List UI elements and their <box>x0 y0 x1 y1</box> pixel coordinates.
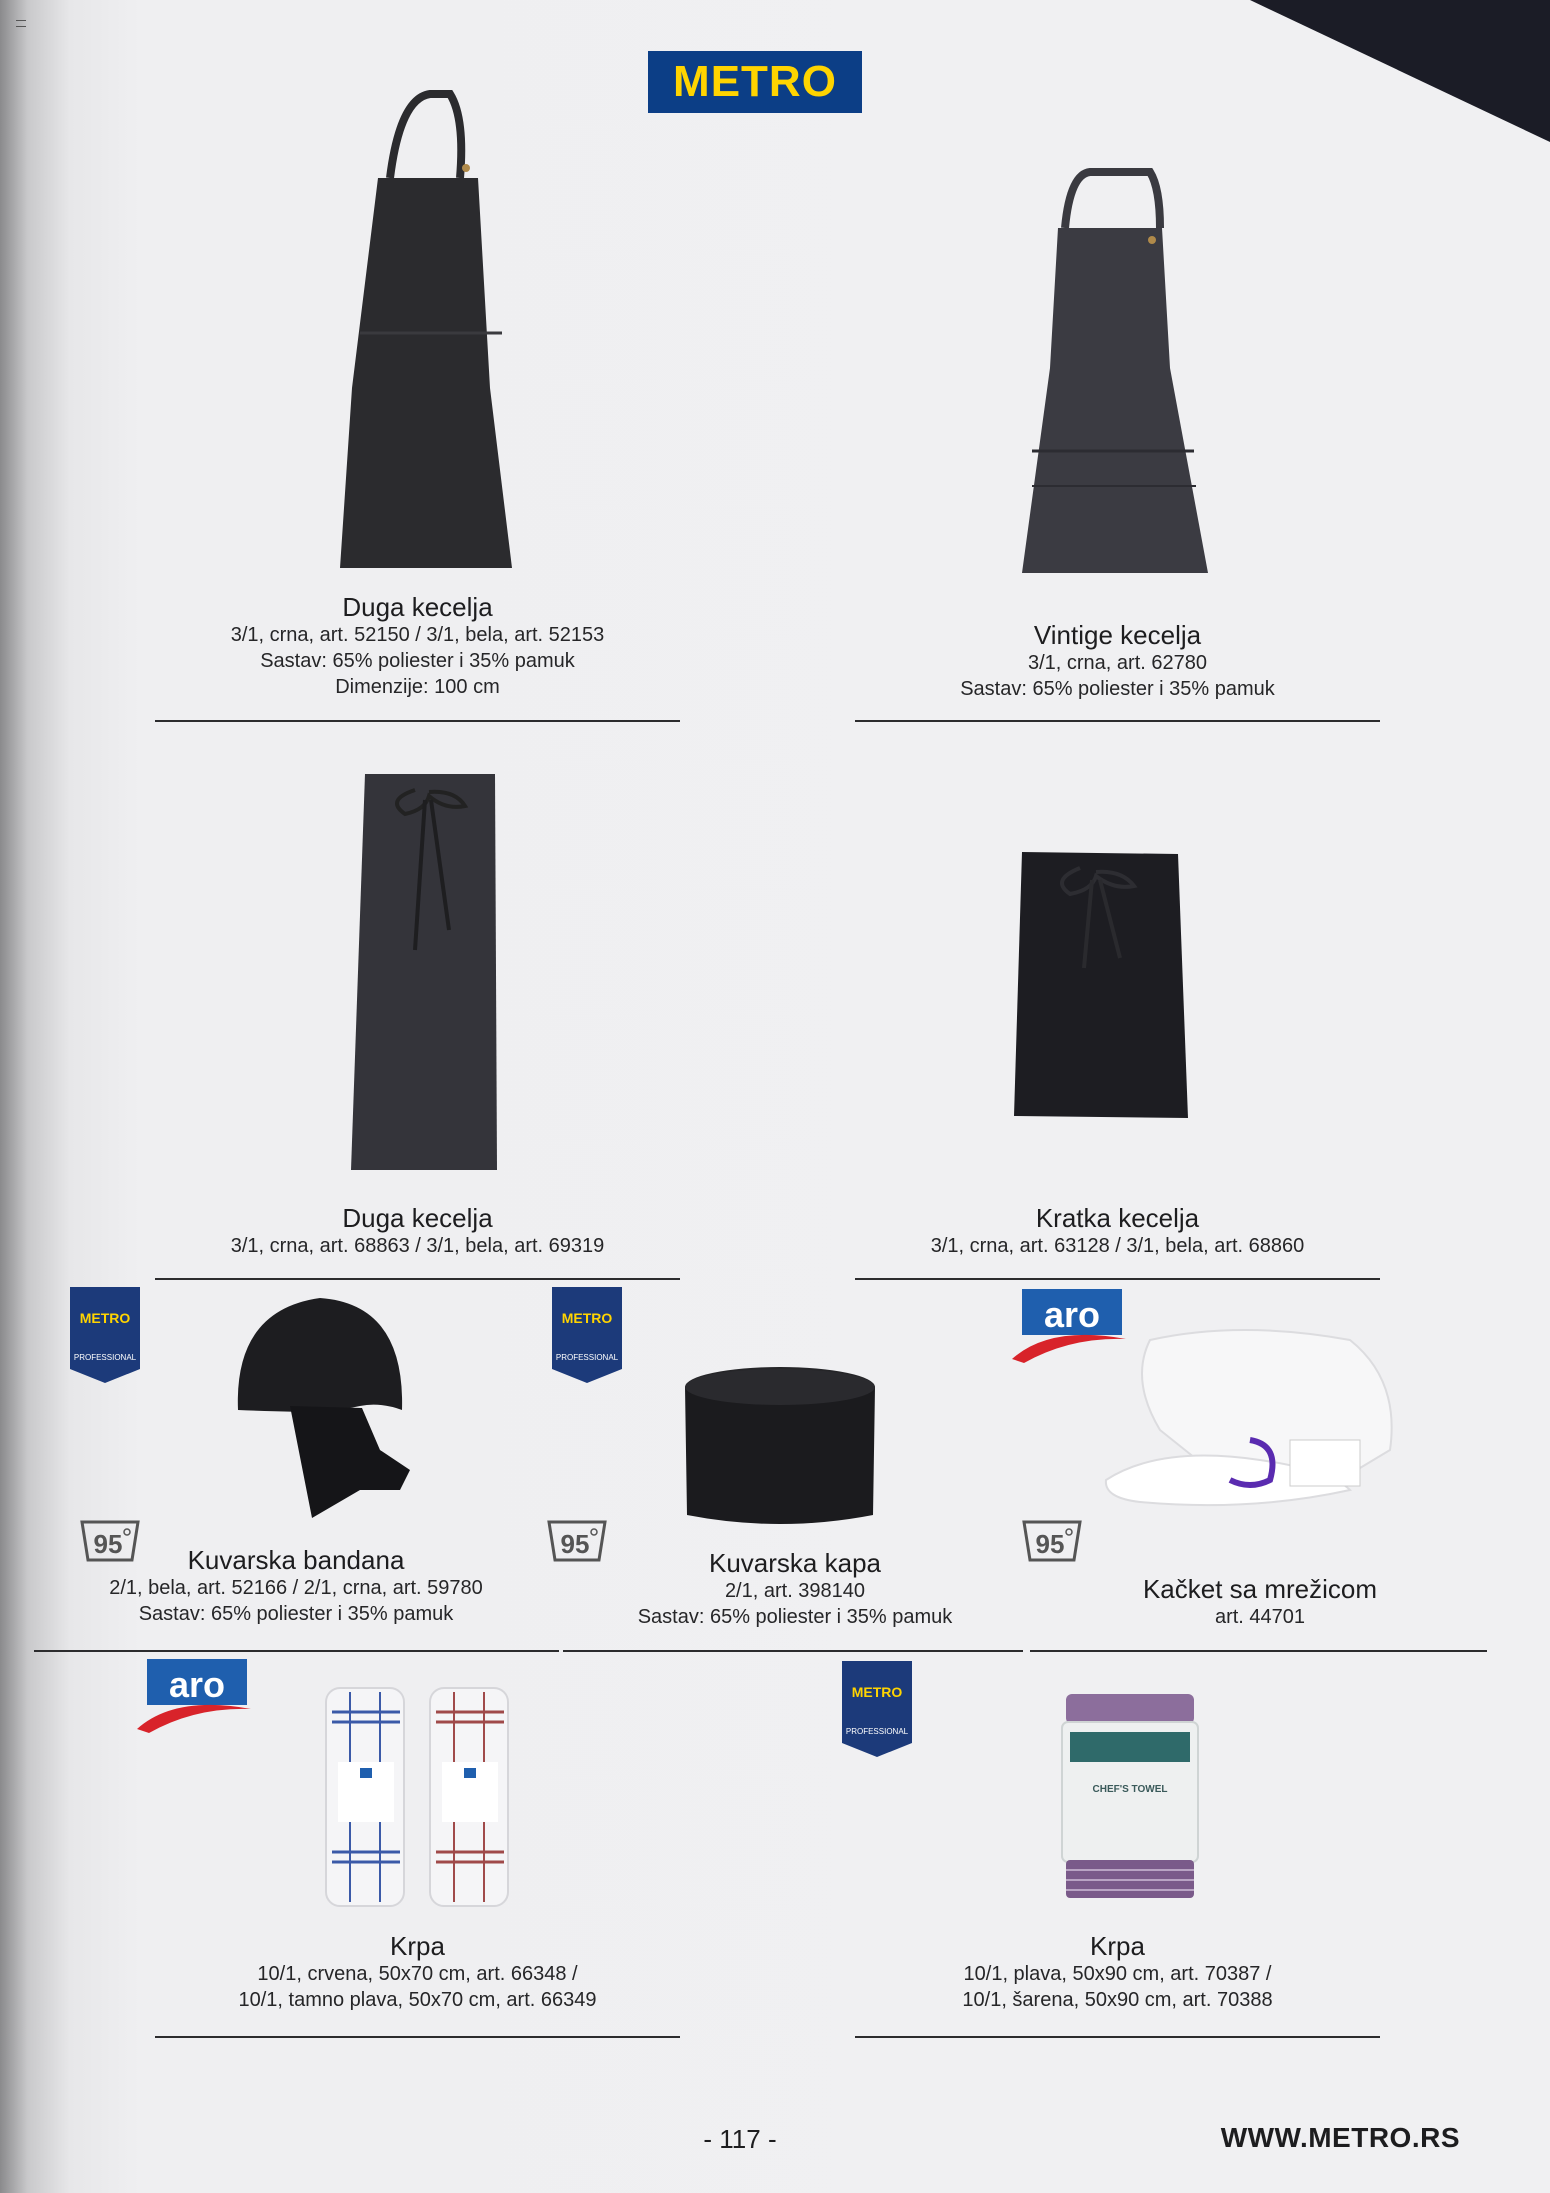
divider <box>155 1278 680 1280</box>
product-detail: Sastav: 65% poliester i 35% pamuk <box>260 650 575 672</box>
chef-bandana-image <box>230 1290 415 1525</box>
product-name: Kačket sa mrežicom <box>1142 1574 1378 1604</box>
short-apron-image <box>1010 848 1190 1123</box>
product-detail: 3/1, crna, art. 52150 / 3/1, bela, art. 52153 <box>230 624 605 646</box>
product-kuvarska-kapa <box>575 1548 1015 1630</box>
aro-logo-text: aro <box>168 1664 226 1705</box>
wash-temp-text: 95 <box>93 1529 123 1559</box>
badge-metro-text: METRO <box>851 1684 903 1700</box>
product-vintige-kecelja <box>855 620 1380 702</box>
product-detail: 10/1, plava, 50x90 cm, art. 70387 / <box>963 1963 1272 1985</box>
long-waist-apron-image <box>345 770 505 1175</box>
product-kratka-kecelja <box>855 1203 1380 1259</box>
chefs-towel-pack-image <box>1060 1692 1200 1902</box>
product-detail: Sastav: 65% poliester i 35% pamuk <box>637 1606 953 1628</box>
product-name: Kuvarska kapa <box>709 1548 881 1578</box>
product-detail: 2/1, bela, art. 52166 / 2/1, crna, art. 59780 <box>109 1577 483 1599</box>
divider <box>855 2036 1380 2038</box>
towel-pack-label: CHEF'S TOWEL <box>1092 1784 1168 1795</box>
metro-professional-badge <box>840 1659 914 1759</box>
product-detail: art. 44701 <box>1214 1606 1306 1628</box>
website-link[interactable]: WWW.METRO.RS <box>1220 2122 1460 2153</box>
product-name: Vintige kecelja <box>1033 620 1202 650</box>
divider <box>155 2036 680 2038</box>
product-name: Kuvarska bandana <box>187 1545 405 1575</box>
product-name: Krpa <box>1090 1931 1145 1961</box>
metro-professional-badge <box>68 1285 142 1385</box>
corner-decoration <box>1250 0 1550 142</box>
product-kuvarska-bandana <box>46 1545 546 1627</box>
badge-professional-text: PROFESSIONAL <box>845 1727 909 1736</box>
product-detail: 3/1, crna, art. 68863 / 3/1, bela, art. 69319 <box>230 1235 605 1257</box>
wash-temp-text: 95 <box>1035 1529 1065 1559</box>
product-detail: 3/1, crna, art. 63128 / 3/1, bela, art. 68860 <box>930 1235 1305 1257</box>
aro-logo-text: aro <box>1043 1294 1101 1335</box>
divider <box>855 1278 1380 1280</box>
product-detail: Dimenzije: 100 cm <box>335 676 500 698</box>
product-name: Duga kecelja <box>342 592 493 622</box>
badge-professional-text: PROFESSIONAL <box>555 1353 619 1362</box>
vintage-apron-image <box>1010 168 1210 578</box>
product-krpa-2 <box>855 1931 1380 2013</box>
kitchen-towel-rolls-image <box>320 1682 520 1912</box>
product-name: Duga kecelja <box>342 1203 493 1233</box>
chef-hat-image <box>665 1365 895 1530</box>
metro-logo <box>648 51 862 113</box>
product-duga-kecelja-2 <box>155 1203 680 1259</box>
page-number: - 117 - <box>703 2124 777 2154</box>
product-name: Krpa <box>390 1931 445 1961</box>
product-duga-kecelja-1 <box>155 592 680 700</box>
metro-professional-badge <box>550 1285 624 1385</box>
page-mark <box>16 20 26 27</box>
badge-professional-text: PROFESSIONAL <box>73 1353 137 1362</box>
product-detail: 3/1, crna, art. 62780 <box>1027 652 1207 674</box>
wash-temp-text: 95 <box>560 1529 590 1559</box>
long-apron-image <box>330 88 520 573</box>
product-krpa-1 <box>155 1931 680 2013</box>
metro-logo-text: METRO <box>673 57 837 106</box>
divider <box>155 720 680 722</box>
product-detail: 10/1, šarena, 50x90 cm, art. 70388 <box>962 1989 1273 2011</box>
divider <box>1030 1650 1487 1652</box>
product-detail: 10/1, tamno plava, 50x70 cm, art. 66349 <box>238 1989 597 2011</box>
badge-metro-text: METRO <box>79 1310 131 1326</box>
product-kacket-sa-mrezicom <box>1080 1574 1440 1630</box>
wash-95-icon <box>1020 1516 1084 1566</box>
product-detail: Sastav: 65% poliester i 35% pamuk <box>138 1603 454 1625</box>
aro-logo <box>135 1655 255 1735</box>
divider <box>563 1650 1023 1652</box>
cap-with-net-image <box>1100 1320 1400 1515</box>
product-name: Kratka kecelja <box>1035 1203 1200 1233</box>
badge-metro-text: METRO <box>561 1310 613 1326</box>
product-detail: Sastav: 65% poliester i 35% pamuk <box>960 678 1275 700</box>
divider <box>34 1650 559 1652</box>
divider <box>855 720 1380 722</box>
product-detail: 2/1, art. 398140 <box>724 1580 866 1602</box>
product-detail: 10/1, crvena, 50x70 cm, art. 66348 / <box>257 1963 578 1985</box>
